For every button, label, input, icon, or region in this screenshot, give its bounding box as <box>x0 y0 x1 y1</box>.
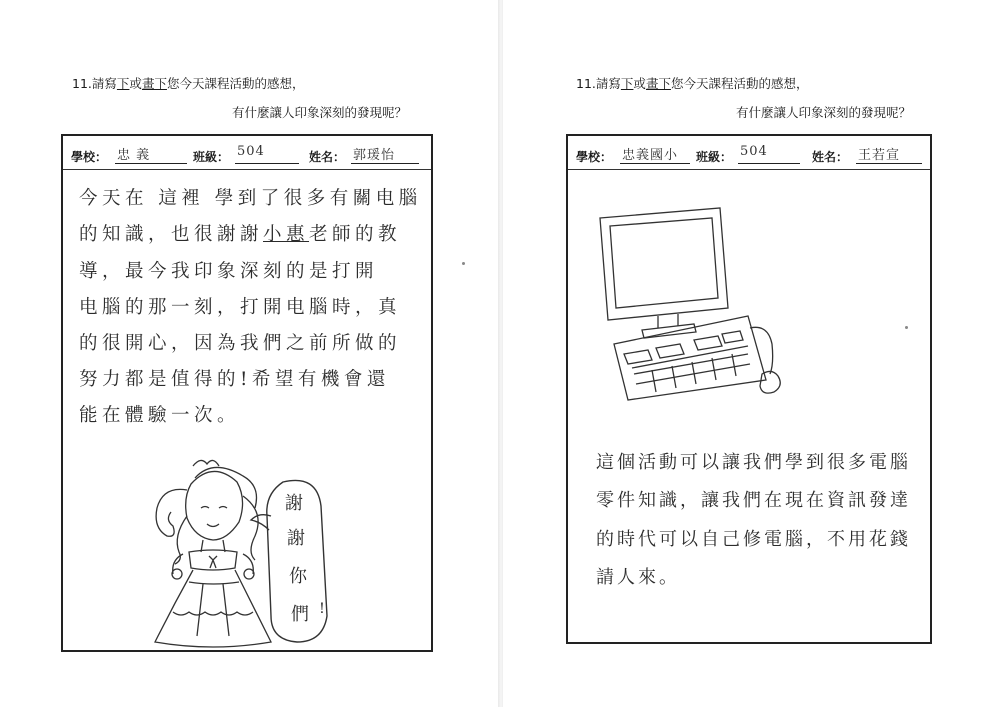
question-line-2: 有什麼讓人印象深刻的發現呢？ <box>736 105 912 120</box>
right-worksheet-page <box>503 0 1000 707</box>
name-label: 姓名： <box>812 150 849 164</box>
school-label: 學校： <box>71 150 108 164</box>
mouse-icon <box>760 371 780 393</box>
keyboard-icon <box>614 316 766 400</box>
bubble-exclamation: ! <box>319 601 325 617</box>
bubble-char: 你 <box>289 566 307 587</box>
computer-drawing <box>598 204 788 404</box>
class-label: 班級： <box>696 150 733 164</box>
school-label: 學校： <box>576 150 613 164</box>
header-divider <box>63 169 431 170</box>
scan-speck <box>462 262 465 265</box>
name-field: 郭瑗怡 <box>351 144 419 164</box>
essay-line: 的時代可以自己修電腦，不用花錢 <box>596 529 911 550</box>
name-field: 王若宣 <box>856 144 922 164</box>
question-line-1: 11.請寫下或畫下您今天課程活動的感想， <box>576 76 809 91</box>
question-line-2: 有什麼讓人印象深刻的發現呢？ <box>232 105 408 120</box>
teacher-name: 小惠 <box>263 224 310 245</box>
essay-line: 的知識，也很謝謝小惠老師的教 <box>79 224 402 245</box>
essay-line: 能在體驗一次。 <box>79 405 241 426</box>
essay-line: 的很開心，因為我們之前所做的 <box>79 333 402 354</box>
essay-line: 电腦的那一刻，打開电腦時，真 <box>79 297 402 318</box>
essay-line: 今天在 這裡 學到了很多有關电腦 <box>79 188 422 209</box>
answer-frame <box>566 134 932 644</box>
class-field: 504 <box>235 144 299 164</box>
question-number: 11. <box>72 76 92 91</box>
school-field: 忠 義 <box>115 144 187 164</box>
question-number: 11. <box>576 76 596 91</box>
answer-frame <box>61 134 433 652</box>
bubble-char: 謝 <box>287 528 305 549</box>
school-field: 忠義國小 <box>620 144 690 164</box>
class-label: 班級： <box>193 150 230 164</box>
essay-line: 導，最今我印象深刻的是打開 <box>79 261 379 282</box>
bubble-char: 們 <box>291 604 309 625</box>
essay-line: 努力都是值得的!希望有機會還 <box>79 369 390 390</box>
bubble-char: 謝 <box>285 493 303 514</box>
essay-line: 請人來。 <box>596 567 680 588</box>
class-field: 504 <box>738 144 800 164</box>
student-info-row <box>574 144 924 166</box>
header-divider <box>568 169 930 170</box>
essay-line: 這個活動可以讓我們學到很多電腦 <box>596 452 911 473</box>
scan-speck <box>905 326 908 329</box>
question-line-1: 11.請寫下或畫下您今天課程活動的感想， <box>72 76 305 91</box>
name-label: 姓名： <box>309 150 346 164</box>
essay-line: 零件知識，讓我們在現在資訊發達 <box>596 490 911 511</box>
student-info-row <box>69 144 425 166</box>
